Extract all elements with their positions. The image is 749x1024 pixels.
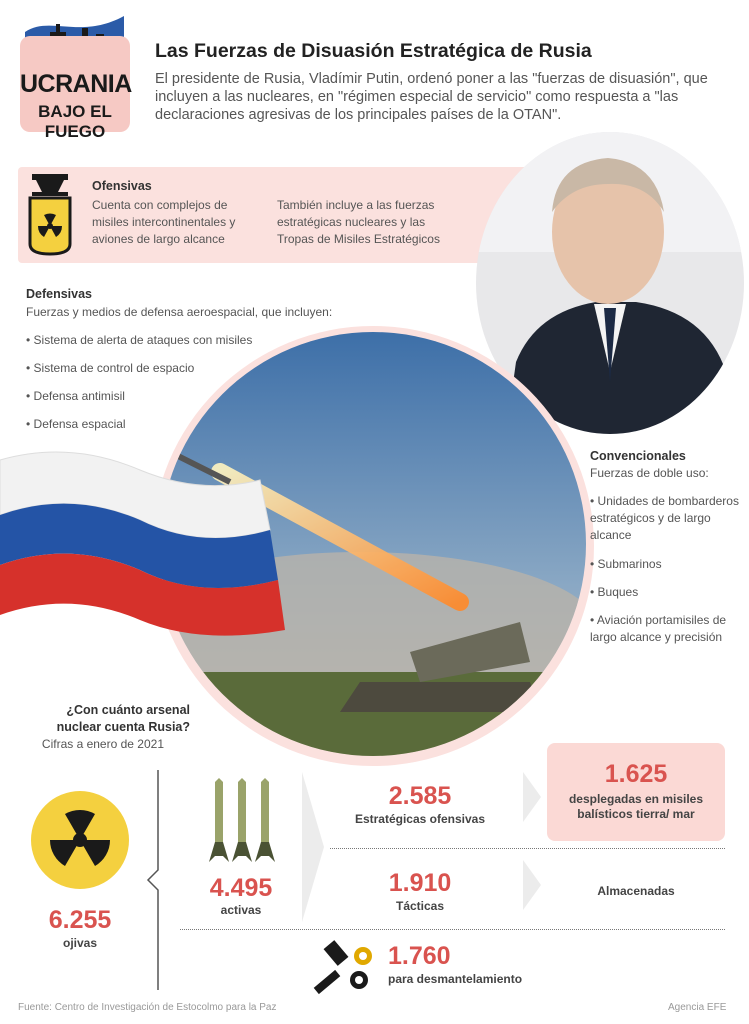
- active-label: activas: [220, 903, 262, 917]
- convencionales-item: • Aviación portamisiles de largo alcance y precisión: [590, 613, 727, 644]
- strategic-label: Estratégicas ofensivas: [354, 812, 486, 826]
- convencionales-item: • Buques: [590, 585, 639, 599]
- russian-flag-image: [0, 440, 300, 640]
- dismantle-label: para desmantelamiento: [388, 972, 523, 986]
- separator: [330, 848, 725, 849]
- chevron-right-icon: [523, 860, 541, 910]
- deployed-label: desplegadas en misiles balísticos tierra/ mar: [568, 792, 704, 821]
- defensivas-item: • Defensa antimisil: [26, 389, 125, 403]
- page-title: Las Fuerzas de Disuasión Estratégica de Rusia: [155, 40, 592, 62]
- defensivas-item: • Sistema de alerta de ataques con misiles: [26, 333, 253, 347]
- missiles-icon: [205, 778, 277, 864]
- ofensivas-heading: Ofensivas: [92, 179, 152, 193]
- defensivas-heading: Defensivas: [26, 287, 93, 301]
- deployed-value: 1.625: [604, 760, 668, 788]
- ofensivas-text-1: Cuenta con complejos de misiles intercontinentales y aviones de largo alcance: [92, 198, 236, 246]
- footer-agency: Agencia EFE: [668, 1002, 727, 1013]
- tactical-label: Tácticas: [395, 899, 445, 913]
- ucrania-badge: [20, 10, 132, 141]
- defensivas-item: • Sistema de control de espacio: [26, 361, 195, 375]
- badge-line1: UCRANIA: [20, 70, 132, 98]
- separator: [180, 929, 725, 930]
- badge-line2: BAJO EL FUEGO: [38, 102, 112, 141]
- footer-source: Fuente: Centro de Investigación de Estocolmo para la Paz: [18, 1002, 277, 1013]
- convencionales-subtitle: Fuerzas de doble uso:: [590, 466, 709, 480]
- arsenal-date: Cifras a enero de 2021: [41, 737, 164, 751]
- dismantle-gears-icon: [307, 938, 379, 996]
- ofensivas-text-2: También incluye a las fuerzas estratégicas nucleares y las Tropas de Misiles Estratégicos: [277, 198, 440, 246]
- defensivas-subtitle: Fuerzas y medios de defensa aeroespacial, que incluyen:: [26, 305, 333, 319]
- defensivas-item: • Defensa espacial: [26, 417, 126, 431]
- stored-label: Almacenadas: [597, 884, 675, 898]
- convencionales-item: • Unidades de bombarderos estratégicos y de largo alcance: [590, 494, 739, 542]
- strategic-value: 2.585: [388, 782, 452, 810]
- radiation-icon: [30, 790, 130, 890]
- bracket-line: [140, 770, 170, 990]
- total-warheads-label: ojivas: [62, 936, 98, 950]
- active-value: 4.495: [209, 874, 273, 902]
- arsenal-question: ¿Con cuánto arsenal nuclear cuenta Rusia?: [56, 703, 190, 734]
- dismantle-value: 1.760: [388, 942, 451, 970]
- convencionales-item: • Submarinos: [590, 557, 662, 571]
- page-subtitle: El presidente de Rusia, Vladímir Putin, ordenó poner a las "fuerzas de disuasión", que incluyen a las nucleares, en "régimen especial de servicio" como respuesta a "las declaraciones agresivas de los principales países de la OTAN".: [155, 71, 708, 123]
- tactical-value: 1.910: [388, 869, 452, 897]
- convencionales-heading: Convencionales: [590, 449, 686, 463]
- nuclear-bomb-icon: [26, 174, 74, 256]
- chevron-right-icon: [302, 772, 324, 922]
- chevron-right-icon: [523, 772, 541, 822]
- total-warheads-value: 6.255: [48, 906, 112, 934]
